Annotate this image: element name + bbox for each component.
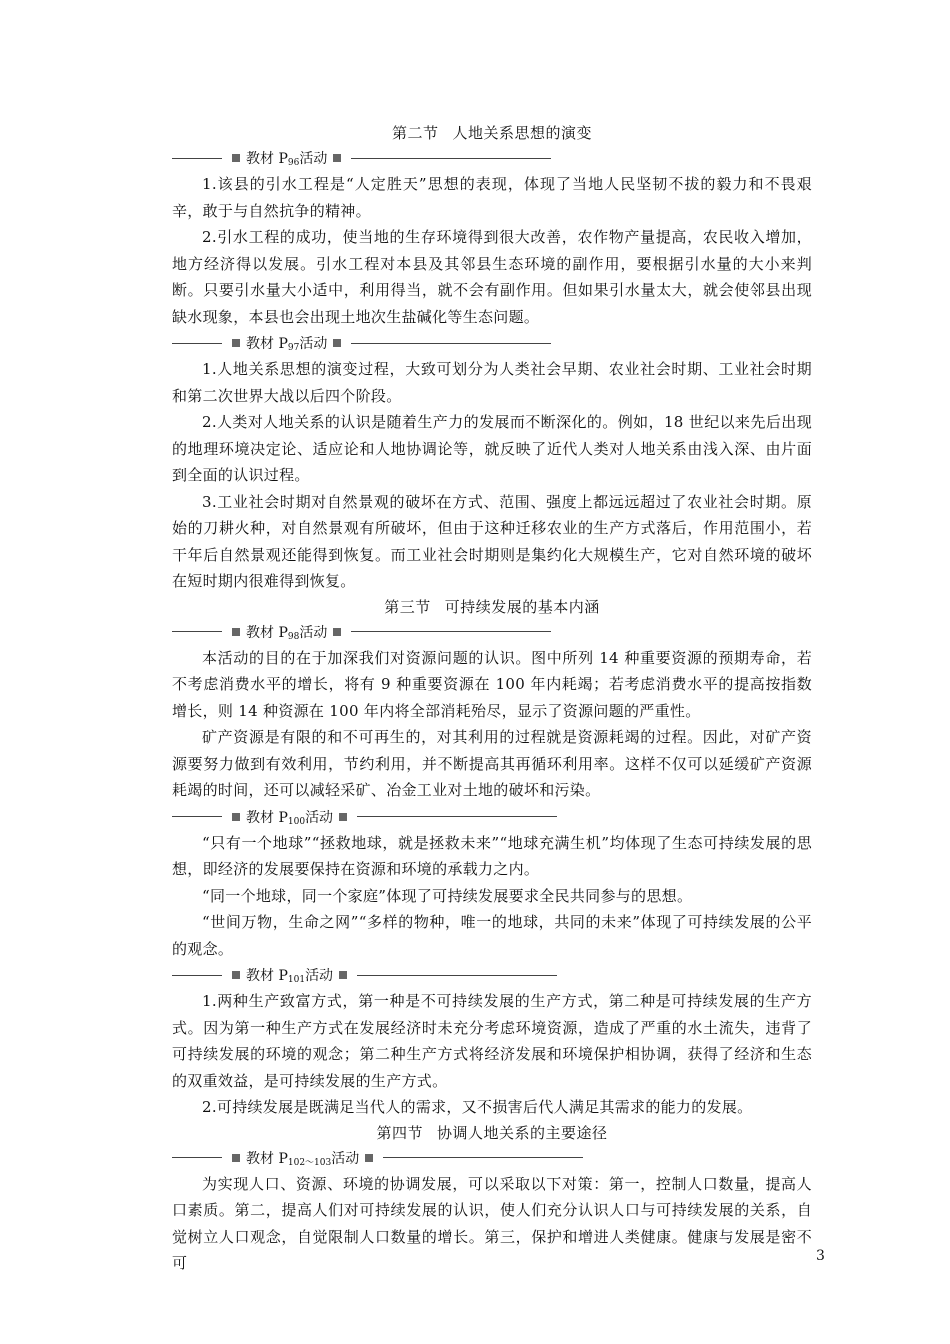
- paragraph: 矿产资源是有限的和不可再生的，对其利用的过程就是资源耗竭的过程。因此，对矿产资源要努力做到有效利用，节约利用，并不断提高其再循环利用率。这样不仅可以延缓矿产资源耗竭的时间，还可以减轻采矿、冶金工业对土地的破坏和污染。: [172, 728, 812, 799]
- paragraph: 1.该县的引水工程是“人定胜天”思想的表现，体现了当地人民坚韧不拔的毅力和不畏艰辛，敢于与自然抗争的精神。: [172, 175, 812, 220]
- square-bullet-icon: [232, 813, 240, 821]
- section-title: [172, 1121, 812, 1145]
- activity-label: 教材 $P_{98}$活动: [246, 624, 328, 642]
- section-number: 第二节: [391, 124, 439, 142]
- square-bullet-icon: [339, 813, 347, 821]
- divider-line: [357, 816, 557, 817]
- paragraph: 1.两种生产致富方式，第一种是不可持续发展的生产方式，第二种是可持续发展的生产方式。因为第一种生产方式在发展经济时未充分考虑环境资源，造成了严重的水土流失，违背了可持续发展的环境的观念；第二种生产方式将经济发展和环境保护相协调，获得了经济和生态的双重效益，是可持续发展的生产方式。: [172, 992, 812, 1090]
- square-bullet-icon: [333, 628, 341, 636]
- divider-line: [172, 1157, 222, 1158]
- section-title: [172, 595, 812, 619]
- divider-line: [172, 158, 222, 159]
- square-bullet-icon: [232, 154, 240, 162]
- square-bullet-icon: [232, 628, 240, 636]
- square-bullet-icon: [365, 1154, 373, 1162]
- paragraph: 为实现人口、资源、环境的协调发展，可以采取以下对策：第一，控制人口数量，提高人口素质。第二，提高人们对可持续发展的认识，使人们充分认识人口与可持续发展的关系，自觉树立人口观念，自觉限制人口数量的增长。第三，保护和增进人类健康。健康与发展是密不可: [172, 1174, 812, 1272]
- section-number: 第三节: [384, 597, 431, 616]
- activity-marker: [172, 804, 812, 830]
- paragraph: “世间万物，生命之网”“多样的物种，唯一的地球，共同的未来”体现了可持续发展的公平的观念。: [172, 913, 812, 958]
- section-heading-text: 可持续发展的基本内涵: [444, 597, 600, 616]
- activity-marker: [172, 962, 812, 988]
- activity-label: 教材 $P_{100}$活动: [246, 809, 334, 827]
- paragraph: “同一个地球，同一个家庭”体现了可持续发展要求全民共同参与的思想。: [202, 886, 693, 905]
- section-heading-text: 协调人地关系的主要途径: [437, 1123, 608, 1142]
- activity-label: 教材 $P_{102\sim 103}$活动: [246, 1150, 360, 1168]
- divider-line: [351, 343, 551, 344]
- activity-marker: [172, 619, 812, 645]
- square-bullet-icon: [232, 971, 240, 979]
- activity-label: 教材 $P_{96}$活动: [246, 151, 328, 168]
- paragraph: 3.工业社会时期对自然景观的破坏在方式、范围、强度上都远远超过了农业社会时期。原始的刀耕火种，对自然景观有所破坏，但由于这种迁移农业的生产方式落后，作用范围小，若干年后自然景观还能得到恢复。而工业社会时期则是集约化大规模生产，它对自然环境的破坏在短时期内很难得到恢复。: [172, 492, 812, 590]
- page-number: 3: [816, 1248, 825, 1264]
- divider-line: [351, 158, 551, 159]
- divider-line: [172, 816, 222, 817]
- square-bullet-icon: [333, 339, 341, 347]
- divider-line: [172, 975, 222, 976]
- paragraph: 1.人地关系思想的演变过程，大致可划分为人类社会早期、农业社会时期、工业社会时期和第二次世界大战以后四个阶段。: [172, 360, 812, 405]
- activity-label: 教材 $P_{101}$活动: [246, 968, 334, 985]
- section-title: [172, 121, 812, 145]
- section-number: 第四节: [376, 1123, 423, 1142]
- square-bullet-icon: [232, 339, 240, 347]
- paragraph: 2.人类对人地关系的认识是随着生产力的发展而不断深化的。例如，18 世纪以来先后出现的地理环境决定论、适应论和人地协调论等，就反映了近代人类对人地关系由浅入深、由片面到全面的认识过程。: [172, 413, 812, 484]
- paragraph: 2.引水工程的成功，使当地的生存环境得到很大改善，农作物产量提高，农民收入增加，地方经济得以发展。引水工程对本县及其邻县生态环境的副作用，要根据引水量的大小来判断。只要引水量大小适中，利用得当，就不会有副作用。但如果引水量太大，就会使邻县出现缺水现象，本县也会出现土地次生盐碱化等生态问题。: [172, 228, 812, 326]
- paragraph: “只有一个地球”“拯救地球，就是拯救未来”“地球充满生机”均体现了生态可持续发展的思想，即经济的发展要保持在资源和环境的承载力之内。: [172, 833, 812, 878]
- divider-line: [357, 975, 557, 976]
- square-bullet-icon: [232, 1154, 240, 1162]
- divider-line: [383, 1157, 583, 1158]
- divider-line: [351, 631, 551, 632]
- divider-line: [172, 631, 222, 632]
- divider-line: [172, 343, 222, 344]
- square-bullet-icon: [333, 154, 341, 162]
- activity-marker: [172, 145, 812, 171]
- paragraph: 2.可持续发展是既满足当代人的需求，又不损害后代人满足其需求的能力的发展。: [202, 1098, 753, 1116]
- section-heading-text: 人地关系思想的演变: [452, 124, 593, 142]
- page-content: [172, 121, 812, 1277]
- activity-label: 教材 $P_{97}$活动: [246, 336, 328, 353]
- activity-marker: [172, 330, 812, 356]
- activity-marker: [172, 1145, 812, 1171]
- square-bullet-icon: [339, 971, 347, 979]
- paragraph: 本活动的目的在于加深我们对资源问题的认识。图中所列 14 种重要资源的预期寿命，若不考虑消费水平的增长，将有 9 种重要资源在 100 年内耗竭；若考虑消费水平的提高按指数增长，则 14 种资源在 100 年内将全部消耗殆尽，显示了资源问题的严重性。: [172, 648, 812, 720]
